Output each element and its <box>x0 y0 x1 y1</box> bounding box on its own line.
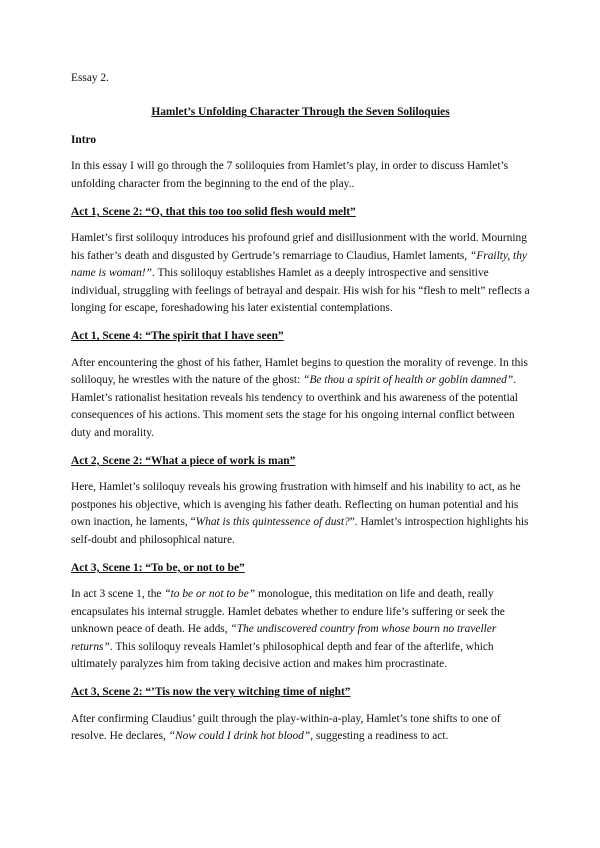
paragraph-text: In act 3 scene 1, the <box>71 588 165 601</box>
quote-text: “The undiscovered country from whose bourn no traveller returns” <box>71 623 497 653</box>
quote-text: “to be or not to be” <box>164 588 256 601</box>
intro-paragraph: In this essay I will go through the 7 soliloquies from Hamlet’s play, in order to discuss Hamlet’s unfolding character from the beginning to the end of the play.. <box>71 160 509 190</box>
section-heading-act1-scene4: Act 1, Scene 4: “The spirit that I have seen” <box>71 330 284 343</box>
section-heading-act2-scene2: Act 2, Scene 2: “What a piece of work is man” <box>71 454 296 467</box>
section-paragraph-act3-scene1 <box>71 586 530 673</box>
section-paragraph-act1-scene4 <box>71 355 530 442</box>
quote-text: “Be thou a spirit of health or goblin damned” <box>303 374 514 387</box>
quote-text: “Now could I drink hot blood” <box>168 730 311 743</box>
quote-text: What is this quintessence of dust? <box>195 516 350 529</box>
section-paragraph-act3-scene2 <box>71 711 530 746</box>
quote-text: “Frailty, thy name is woman!” <box>71 249 527 280</box>
essay-title: Hamlet’s Unfolding Character Through the Seven Soliloquies <box>151 106 450 119</box>
paragraph-text: . This soliloquy establishes Hamlet as a deeply introspective and sensitive individual, struggling with feelings of betrayal and despair. His wish for his “flesh to melt” reflects a longing for escape, foreshadowing his later existential contemplations. <box>71 267 530 315</box>
paragraph-text: ”. Hamlet’s introspection highlights his self-doubt and philosophical nature. <box>71 516 529 546</box>
section-paragraph-act2-scene2 <box>71 479 530 549</box>
section-heading-act3-scene1: Act 3, Scene 1: “To be, or not to be” <box>71 561 245 574</box>
paragraph-text: . Hamlet’s rationalist hesitation reveals his tendency to overthink and his awareness of the potential consequences of his actions. This moment sets the stage for his ongoing internal conflict between duty and morality. <box>71 374 518 439</box>
paragraph-text: monologue, this meditation on life and death, really encapsulates his internal struggle. Hamlet debates whether to endure life’s suffering or seek the unknown peace of death. He adds, <box>71 588 505 636</box>
paragraph-text: . This soliloquy reveals Hamlet’s philosophical depth and fear of the afterlife, which ultimately paralyzes him from taking decisive action and makes him procrastinate. <box>71 640 494 670</box>
paragraph-text: After encountering the ghost of his father, Hamlet begins to question the morality of revenge. In this soliloquy, he wrestles with the nature of the ghost: <box>71 356 528 387</box>
paragraph-text: After confirming Claudius’ guilt through the play-within-a-play, Hamlet’s tone shifts to one of resolve. He declares, <box>71 712 501 743</box>
section-heading-act1-scene2: Act 1, Scene 2: “O, that this too too solid flesh would melt” <box>71 206 356 219</box>
paragraph-text: Here, Hamlet’s soliloquy reveals his growing frustration with himself and his inability to act, as he postpones his objective, which is avenging his father death. Reflecting on human potential and his own inaction, he laments, “ <box>71 481 521 529</box>
paragraph-text: Hamlet’s first soliloquy introduces his profound grief and disillusionment with the world. Mourning his father’s death and disgusted by Gertrude’s remarriage to Claudius, Hamlet laments, <box>71 232 527 262</box>
section-paragraph-act1-scene2 <box>71 230 530 317</box>
paragraph-text: , suggesting a readiness to act. <box>310 730 449 743</box>
section-heading-act3-scene2: Act 3, Scene 2: “’Tis now the very witching time of night” <box>71 686 351 699</box>
intro-heading: Intro <box>71 133 97 146</box>
essay-label: Essay 2. <box>71 72 109 84</box>
